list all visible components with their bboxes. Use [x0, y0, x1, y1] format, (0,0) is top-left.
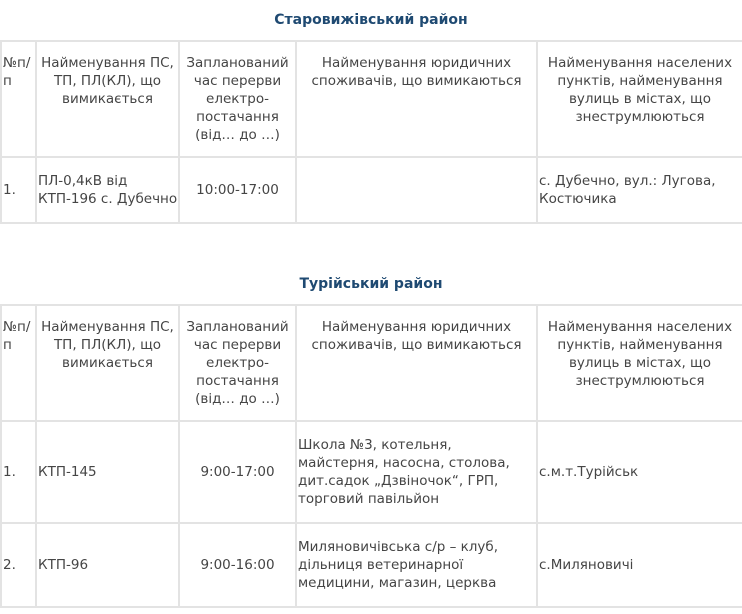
header-number: №п/п	[1, 41, 36, 157]
header-consumers: Найменування юридичних споживачів, що вимикаються	[296, 41, 537, 157]
row-object: КТП-145	[36, 421, 179, 523]
row-places: с.Миляновичі	[537, 523, 742, 607]
row-consumers: Миляновичівська с/р – клуб, дільниця ветеринарної медицини, магазин, церква	[296, 523, 537, 607]
header-time: Запланований час перерви електро-постачання (від… до …)	[179, 41, 296, 157]
header-object: Найменування ПС, ТП, ПЛ(КЛ), що вимикається	[36, 41, 179, 157]
row-object: ПЛ-0,4кВ від КТП-196 с. Дубечно	[36, 157, 179, 223]
header-places: Найменування населених пунктів, найменування вулиць в містах, що знеструмлюються	[537, 305, 742, 421]
table-header-row	[1, 41, 742, 157]
row-places: с. Дубечно, вул.: Лугова, Костючика	[537, 157, 742, 223]
section-title-starovyzhivskyi: Старовижівський район	[274, 12, 468, 28]
header-object: Найменування ПС, ТП, ПЛ(КЛ), що вимикається	[36, 305, 179, 421]
header-places: Найменування населених пунктів, найменування вулиць в містах, що знеструмлюються	[537, 41, 742, 157]
row-number: 1.	[1, 157, 36, 223]
header-consumers: Найменування юридичних споживачів, що вимикаються	[296, 305, 537, 421]
section-title-turiiskyi: Турійський район	[299, 276, 443, 292]
row-consumers: Школа №3, котельня, майстерня, насосна, столова, дит.садок „Дзвіночок“, ГРП, торговий павільйон	[296, 421, 537, 523]
outage-table-turiiskyi	[0, 304, 742, 608]
table-row	[1, 157, 742, 223]
row-time: 9:00-16:00	[179, 523, 296, 607]
row-places: с.м.т.Турійськ	[537, 421, 742, 523]
row-time: 10:00-17:00	[179, 157, 296, 223]
table-header-row	[1, 305, 742, 421]
outage-table-starovyzhivskyi	[0, 40, 742, 224]
header-number: №п/п	[1, 305, 36, 421]
row-object: КТП-96	[36, 523, 179, 607]
row-time: 9:00-17:00	[179, 421, 296, 523]
table-row	[1, 421, 742, 523]
header-time: Запланований час перерви електро-постачання (від… до …)	[179, 305, 296, 421]
row-number: 2.	[1, 523, 36, 607]
row-number: 1.	[1, 421, 36, 523]
row-consumers	[296, 157, 537, 223]
table-row	[1, 523, 742, 607]
